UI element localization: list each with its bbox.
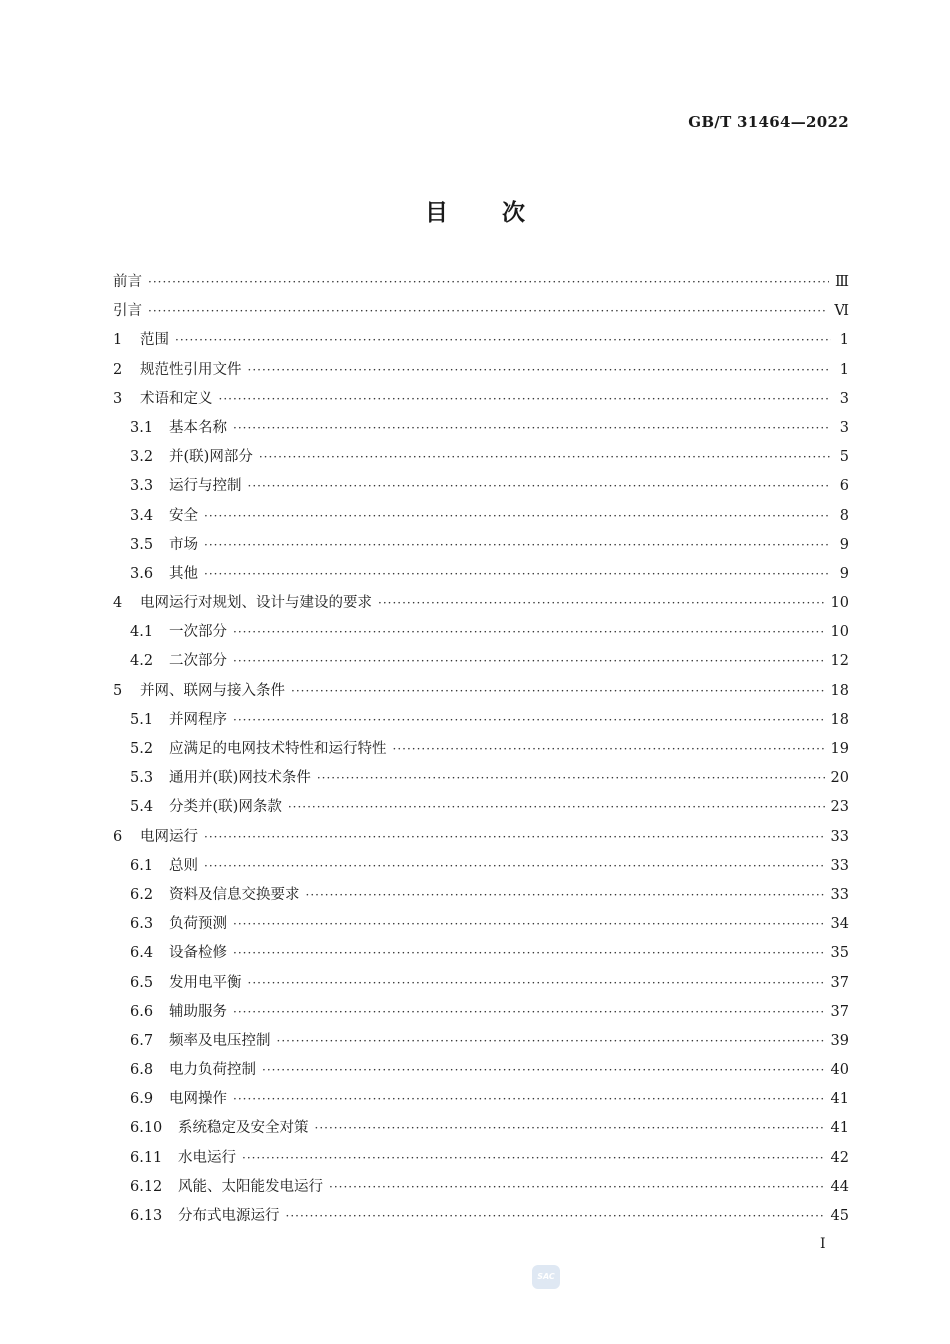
toc-entry-number: 6.8 xyxy=(130,1062,154,1079)
toc-leader-dots xyxy=(393,742,825,756)
toc-entry-number: 2 xyxy=(113,361,123,378)
toc-entry-number: 6.3 xyxy=(130,916,154,933)
toc-entry[interactable] xyxy=(113,358,849,387)
toc-entry[interactable] xyxy=(113,474,849,503)
logo-text: SAC xyxy=(537,1272,555,1281)
toc-entry[interactable] xyxy=(113,1087,849,1116)
toc-entry-number: 4 xyxy=(113,595,123,612)
toc-entry-page: 5 xyxy=(839,449,849,466)
toc-entry-page: 35 xyxy=(830,945,849,962)
toc-entry-title: 术语和定义 xyxy=(140,390,213,407)
toc-entry[interactable] xyxy=(113,1000,849,1029)
toc-entry-number: 5.2 xyxy=(130,741,154,757)
toc-leader-dots xyxy=(233,713,825,727)
toc-entry-number: 6.13 xyxy=(130,1208,163,1224)
page-title: 目次 xyxy=(425,199,579,226)
toc-entry-title: 安全 xyxy=(169,507,198,524)
toc-entry-title: 分类并(联)网条款 xyxy=(169,799,282,816)
toc-leader-dots xyxy=(233,1092,825,1106)
toc-entry[interactable] xyxy=(113,971,849,1000)
toc-entry-page: 37 xyxy=(830,974,849,991)
toc-entry[interactable] xyxy=(113,679,849,708)
toc-entry-number: 5 xyxy=(113,682,123,699)
toc-leader-dots xyxy=(288,800,825,814)
toc-leader-dots xyxy=(204,567,831,581)
toc-entry-title: 辅助服务 xyxy=(169,1003,227,1020)
toc-entry-title: 资料及信息交换要求 xyxy=(169,886,300,903)
toc-entry-number: 5.4 xyxy=(130,799,154,816)
toc-entry-number: 6.11 xyxy=(130,1149,163,1166)
toc-entry-page: Ⅵ xyxy=(834,303,849,320)
toc-leader-dots xyxy=(317,771,825,785)
toc-entry-page: 20 xyxy=(830,770,849,787)
toc-entry-number: 6.1 xyxy=(130,857,154,874)
toc-entry-page: Ⅲ xyxy=(835,274,849,290)
toc-entry-page: 18 xyxy=(830,682,849,699)
toc-entry[interactable] xyxy=(113,591,849,620)
toc-entry-page: 45 xyxy=(830,1208,849,1224)
toc-entry-title: 分布式电源运行 xyxy=(178,1208,280,1224)
toc-entry-title: 电网运行对规划、设计与建设的要求 xyxy=(140,595,372,612)
toc-leader-dots xyxy=(233,625,825,639)
toc-entry[interactable] xyxy=(113,328,849,357)
toc-entry-title: 电力负荷控制 xyxy=(169,1062,256,1079)
toc-entry-title: 电网操作 xyxy=(169,1091,227,1108)
toc-entry[interactable] xyxy=(113,1175,849,1204)
toc-entry-page: 9 xyxy=(839,565,849,582)
toc-entry-title: 并网程序 xyxy=(169,711,227,728)
toc-leader-dots xyxy=(248,363,832,377)
toc-entry-number: 6.4 xyxy=(130,945,154,962)
toc-entry-number: 6.5 xyxy=(130,974,154,991)
page-number: Ⅰ xyxy=(820,1236,826,1252)
toc-entry-number: 3.6 xyxy=(130,565,154,582)
toc-entry-number: 6.6 xyxy=(130,1003,154,1020)
toc-leader-dots xyxy=(204,509,831,523)
toc-leader-dots xyxy=(259,450,831,464)
toc-entry-page: 33 xyxy=(830,857,849,874)
toc-entry-title: 并(联)网部分 xyxy=(169,449,253,466)
toc-leader-dots xyxy=(233,946,825,960)
toc-leader-dots xyxy=(378,596,825,610)
toc-entry-page: 41 xyxy=(830,1120,849,1137)
toc-leader-dots xyxy=(248,479,832,493)
toc-leader-dots xyxy=(204,538,831,552)
toc-leader-dots xyxy=(219,392,832,406)
toc-entry-page: 10 xyxy=(830,624,849,641)
toc-entry-page: 33 xyxy=(830,886,849,903)
toc-entry-title: 运行与控制 xyxy=(169,478,242,495)
toc-leader-dots xyxy=(277,1034,825,1048)
toc-leader-dots xyxy=(242,1151,825,1165)
toc-entry-page: 3 xyxy=(839,390,849,407)
toc-entry-page: 40 xyxy=(830,1062,849,1079)
toc-entry[interactable] xyxy=(113,1116,849,1145)
toc-entry-title: 规范性引用文件 xyxy=(140,361,242,378)
toc-entry-number: 6.7 xyxy=(130,1032,154,1049)
toc-entry-title: 引言 xyxy=(113,303,142,320)
toc-entry-page: 34 xyxy=(830,916,849,933)
toc-entry[interactable] xyxy=(113,533,849,562)
toc-entry[interactable] xyxy=(113,416,849,445)
toc-entry[interactable] xyxy=(113,883,849,912)
toc-entry-number: 3.5 xyxy=(130,536,154,553)
toc-entry-page: 33 xyxy=(830,828,849,845)
toc-entry[interactable] xyxy=(113,708,849,737)
toc-leader-dots xyxy=(148,304,828,318)
toc-entry-number: 1 xyxy=(113,332,123,349)
toc-entry-page: 18 xyxy=(830,711,849,728)
sac-logo-icon xyxy=(532,1265,560,1289)
toc-entry[interactable] xyxy=(113,270,849,299)
toc-entry-number: 3.1 xyxy=(130,419,154,436)
toc-entry-page: 37 xyxy=(830,1003,849,1020)
toc-entry[interactable] xyxy=(113,649,849,678)
toc-entry-title: 市场 xyxy=(169,536,198,553)
toc-entry-number: 6.2 xyxy=(130,886,154,903)
toc-entry-title: 一次部分 xyxy=(169,624,227,641)
toc-entry[interactable] xyxy=(113,1058,849,1087)
toc-leader-dots xyxy=(204,830,825,844)
toc-entry-number: 4.1 xyxy=(130,624,154,641)
toc-entry[interactable] xyxy=(113,1029,849,1058)
toc-leader-dots xyxy=(233,917,825,931)
toc-entry[interactable] xyxy=(113,445,849,474)
toc-entry[interactable] xyxy=(113,854,849,883)
toc-entry-title: 基本名称 xyxy=(169,419,227,436)
toc-entry-title: 应满足的电网技术特性和运行特性 xyxy=(169,741,387,757)
toc-entry-title: 水电运行 xyxy=(178,1149,236,1166)
toc-entry-number: 4.2 xyxy=(130,653,154,670)
toc-leader-dots xyxy=(233,654,825,668)
toc-leader-dots xyxy=(262,1063,825,1077)
toc-entry-page: 6 xyxy=(839,478,849,495)
toc-entry-title: 设备检修 xyxy=(169,945,227,962)
toc-entry[interactable] xyxy=(113,795,849,824)
toc-leader-dots xyxy=(306,888,825,902)
toc-leader-dots xyxy=(315,1121,825,1135)
toc-entry-page: 8 xyxy=(839,507,849,524)
toc-entry-number: 3.3 xyxy=(130,478,154,495)
toc-entry-title: 频率及电压控制 xyxy=(169,1032,271,1049)
toc-leader-dots xyxy=(248,976,825,990)
toc-entry-page: 1 xyxy=(839,361,849,378)
toc-leader-dots xyxy=(204,859,825,873)
toc-entry[interactable] xyxy=(113,620,849,649)
toc-entry-number: 6.9 xyxy=(130,1091,154,1108)
standard-code: GB/T 31464—2022 xyxy=(688,113,849,131)
toc-entry[interactable] xyxy=(113,562,849,591)
toc-entry-title: 通用并(联)网技术条件 xyxy=(169,770,311,787)
toc-entry[interactable] xyxy=(113,941,849,970)
toc-entry-title: 范围 xyxy=(140,332,169,349)
toc-entry-page: 9 xyxy=(839,536,849,553)
toc-entry-number: 6.10 xyxy=(130,1120,163,1137)
toc-entry-number: 6 xyxy=(113,828,123,845)
toc-entry[interactable] xyxy=(113,912,849,941)
toc-entry-title: 负荷预测 xyxy=(169,916,227,933)
toc-entry-title: 前言 xyxy=(113,274,142,290)
toc-entry-title: 总则 xyxy=(169,857,198,874)
toc-entry-page: 39 xyxy=(830,1032,849,1049)
table-of-contents xyxy=(113,270,849,1233)
toc-entry-title: 系统稳定及安全对策 xyxy=(178,1120,309,1137)
toc-entry-page: 42 xyxy=(830,1149,849,1166)
toc-leader-dots xyxy=(175,333,831,347)
toc-leader-dots xyxy=(329,1180,825,1194)
toc-leader-dots xyxy=(291,684,825,698)
toc-entry-title: 并网、联网与接入条件 xyxy=(140,682,285,699)
toc-entry-number: 3.4 xyxy=(130,507,154,524)
toc-entry-number: 5.1 xyxy=(130,711,154,728)
toc-leader-dots xyxy=(233,1005,825,1019)
toc-entry-number: 6.12 xyxy=(130,1178,163,1195)
toc-entry-title: 其他 xyxy=(169,565,198,582)
toc-entry-page: 23 xyxy=(830,799,849,816)
toc-entry[interactable] xyxy=(113,1146,849,1175)
toc-entry[interactable] xyxy=(113,504,849,533)
toc-entry-page: 41 xyxy=(830,1091,849,1108)
toc-entry-page: 44 xyxy=(830,1178,849,1195)
toc-entry-page: 12 xyxy=(830,653,849,670)
toc-entry-number: 3.2 xyxy=(130,449,154,466)
toc-entry-page: 19 xyxy=(830,741,849,757)
toc-entry[interactable] xyxy=(113,737,849,766)
toc-entry[interactable] xyxy=(113,299,849,328)
toc-entry[interactable] xyxy=(113,1204,849,1233)
toc-entry-title: 电网运行 xyxy=(140,828,198,845)
toc-entry-title: 二次部分 xyxy=(169,653,227,670)
toc-entry-number: 5.3 xyxy=(130,770,154,787)
toc-leader-dots xyxy=(286,1209,825,1223)
toc-entry-title: 发用电平衡 xyxy=(169,974,242,991)
toc-entry[interactable] xyxy=(113,387,849,416)
toc-entry[interactable] xyxy=(113,766,849,795)
toc-leader-dots xyxy=(148,275,829,289)
toc-entry-page: 10 xyxy=(830,595,849,612)
toc-leader-dots xyxy=(233,421,831,435)
toc-entry[interactable] xyxy=(113,825,849,854)
toc-entry-title: 风能、太阳能发电运行 xyxy=(178,1178,323,1195)
toc-entry-page: 1 xyxy=(839,332,849,349)
toc-entry-page: 3 xyxy=(839,419,849,436)
toc-entry-number: 3 xyxy=(113,390,123,407)
